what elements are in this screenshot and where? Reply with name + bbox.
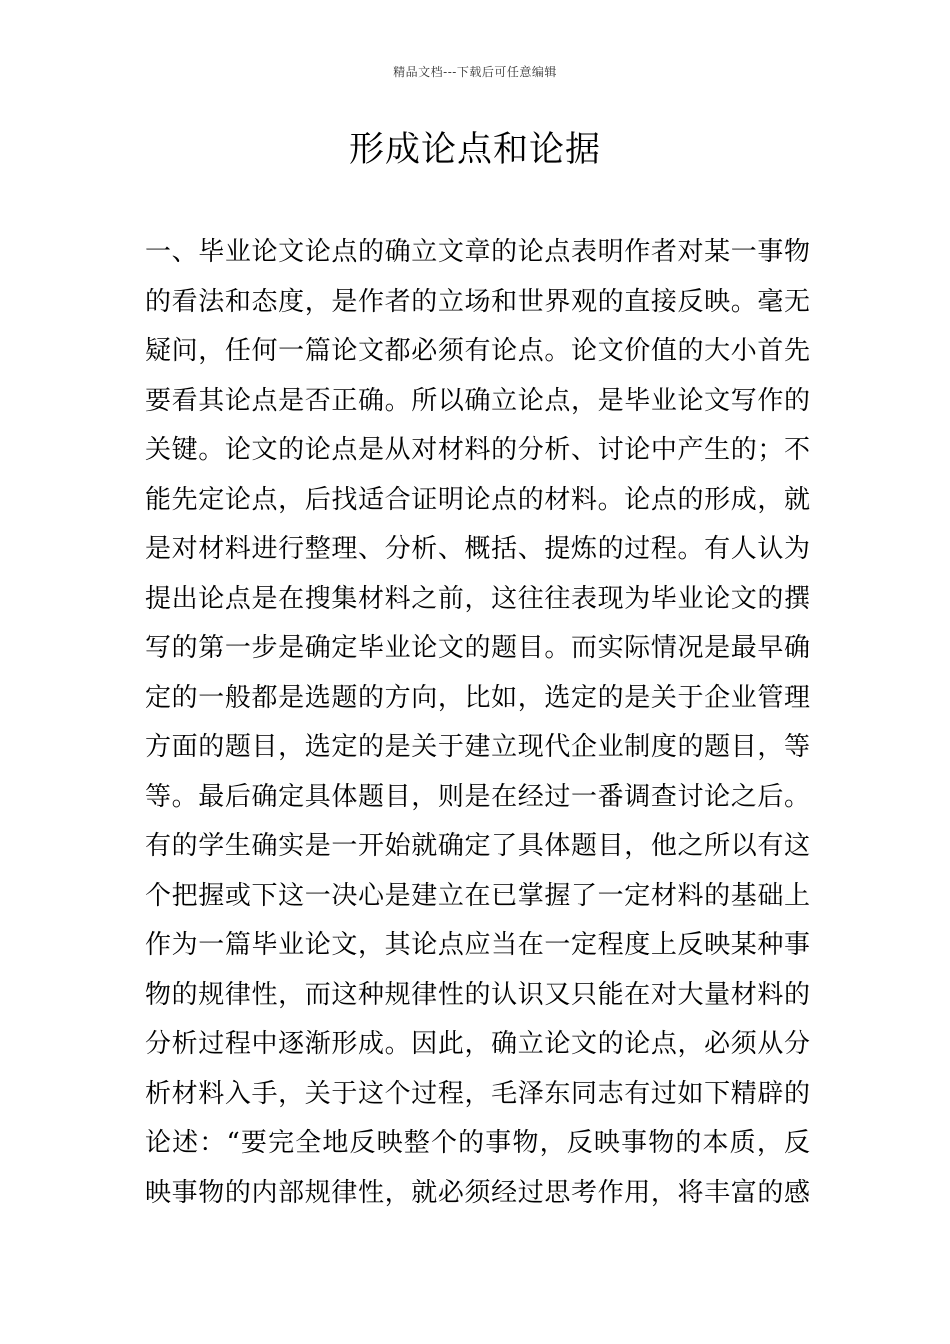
body-line: 是对材料进行整理、分析、概括、提炼的过程。有人认为 — [145, 534, 810, 564]
header-note: 精品文档---下载后可任意编辑 — [393, 65, 557, 79]
body-line: 方面的题目，选定的是关于建立现代企业制度的题目，等 — [145, 732, 810, 762]
body-line: 析材料入手，关于这个过程，毛泽东同志有过如下精辟的 — [145, 1078, 810, 1109]
body-line: 提出论点是在搜集材料之前，这往往表现为毕业论文的撰 — [145, 583, 810, 614]
body-line: 映事物的内部规律性，就必须经过思考作用，将丰富的感 — [145, 1177, 810, 1208]
body-line: 物的规律性，而这种规律性的认识又只能在对大量材料的 — [145, 979, 810, 1010]
body-line: 能先定论点，后找适合证明论点的材料。论点的形成，就 — [145, 484, 810, 515]
body-line: 关键。论文的论点是从对材料的分析、讨论中产生的；不 — [145, 435, 810, 465]
body-line: 分析过程中逐渐形成。因此，确立论文的论点，必须从分 — [145, 1029, 810, 1059]
document-title: 形成论点和论据 — [348, 130, 601, 170]
body-line: 论述：“要完全地反映整个的事物，反映事物的本质，反 — [145, 1128, 810, 1158]
body-line: 个把握或下这一决心是建立在已掌握了一定材料的基础上 — [145, 880, 810, 911]
body-line: 作为一篇毕业论文，其论点应当在一定程度上反映某种事 — [145, 930, 810, 960]
body-line: 的看法和态度，是作者的立场和世界观的直接反映。毫无 — [145, 286, 810, 317]
body-paragraph — [145, 228, 810, 1218]
body-line: 一、毕业论文论点的确立文章的论点表明作者对某一事物 — [145, 237, 810, 267]
body-line: 要看其论点是否正确。所以确立论点，是毕业论文写作的 — [145, 385, 810, 416]
body-line: 定的一般都是选题的方向，比如，选定的是关于企业管理 — [145, 682, 810, 713]
body-line: 等。最后确定具体题目，则是在经过一番调查讨论之后。 — [145, 781, 810, 812]
body-line: 疑问，任何一篇论文都必须有论点。论文价值的大小首先 — [145, 336, 810, 366]
body-line: 有的学生确实是一开始就确定了具体题目，他之所以有这 — [145, 831, 810, 861]
body-line: 写的第一步是确定毕业论文的题目。而实际情况是最早确 — [145, 633, 810, 663]
